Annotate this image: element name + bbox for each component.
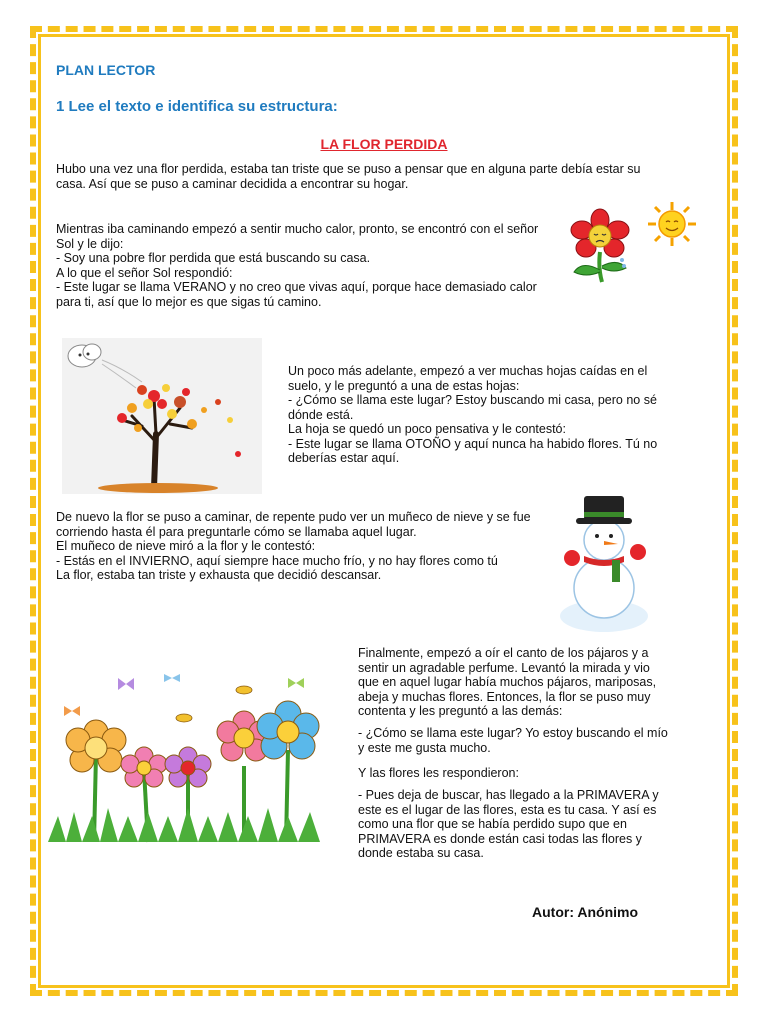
snowman-icon bbox=[554, 492, 654, 634]
paragraph-6: - ¿Cómo se llama este lugar? Yo estoy buscando el mío y este me gusta mucho. bbox=[358, 726, 668, 755]
paragraph-4: De nuevo la flor se puso a caminar, de repente pudo ver un muñeco de nieve y se fue corriendo hasta él para preguntarle cómo se llamaba aquel lugar. El muñeco de nieve miró a la flor y le contestó: - Estás en el INVIERNO, aquí siempre hace mucho frío, y no hay flores como tú La flor, estaba tan triste y exhausta que decidió descansar. bbox=[56, 510, 531, 582]
paragraph-3: Un poco más adelante, empezó a ver muchas hojas caídas en el suelo, y le preguntó a una de estas hojas: - ¿Cómo se llama este lugar? Estoy buscando mi casa, pero no sé dónde está. La hoja se quedó un poco pensativa y le contestó: - Este lugar se llama OTOÑO y aquí nunca ha habido flores. Tú no deberías estar aquí. bbox=[288, 364, 658, 465]
sun-icon bbox=[642, 200, 702, 248]
paragraph-8: - Pues deja de buscar, has llegado a la PRIMAVERA y este es el lugar de las flores, esta es tu casa. Y así es como una flor que se había perdido supo que en PRIMAVERA es donde están casi todas las flores y donde estaba su casa. bbox=[358, 788, 659, 860]
instruction: 1 Lee el texto e identifica su estructura: bbox=[56, 98, 338, 115]
author: Autor: Anónimo bbox=[532, 904, 639, 920]
story-title: LA FLOR PERDIDA bbox=[320, 136, 448, 152]
autumn-tree-icon bbox=[62, 338, 262, 494]
paragraph-2: Mientras iba caminando empezó a sentir mucho calor, pronto, se encontró con el señor Sol y le dijo: - Soy una pobre flor perdida que está buscando su casa. A lo que el señor Sol respondió: - Este lugar se llama VERANO y no creo que vivas aquí, porque hace demasiado calor para ti, así que lo mejor es que sigas tú camino. bbox=[56, 222, 539, 309]
paragraph-7: Y las flores les respondieron: bbox=[358, 766, 519, 780]
paragraph-1: Hubo una vez una flor perdida, estaba tan triste que se puso a pensar que en alguna parte debía estar su casa. Así que se puso a caminar decidida a encontrar su hogar. bbox=[56, 162, 641, 191]
plan-heading: PLAN LECTOR bbox=[56, 62, 156, 78]
paragraph-5: Finalmente, empezó a oír el canto de los pájaros y a sentir un agradable perfume. Levantó la mirada y vio que en aquel lugar había muchos pájaros, mariposas, abeja y muchas flores. Entonces, la flor se puso muy contenta y les preguntó a las demás: bbox=[358, 646, 657, 718]
spring-flowers-icon bbox=[48, 666, 338, 846]
crying-flower-icon bbox=[560, 208, 650, 284]
